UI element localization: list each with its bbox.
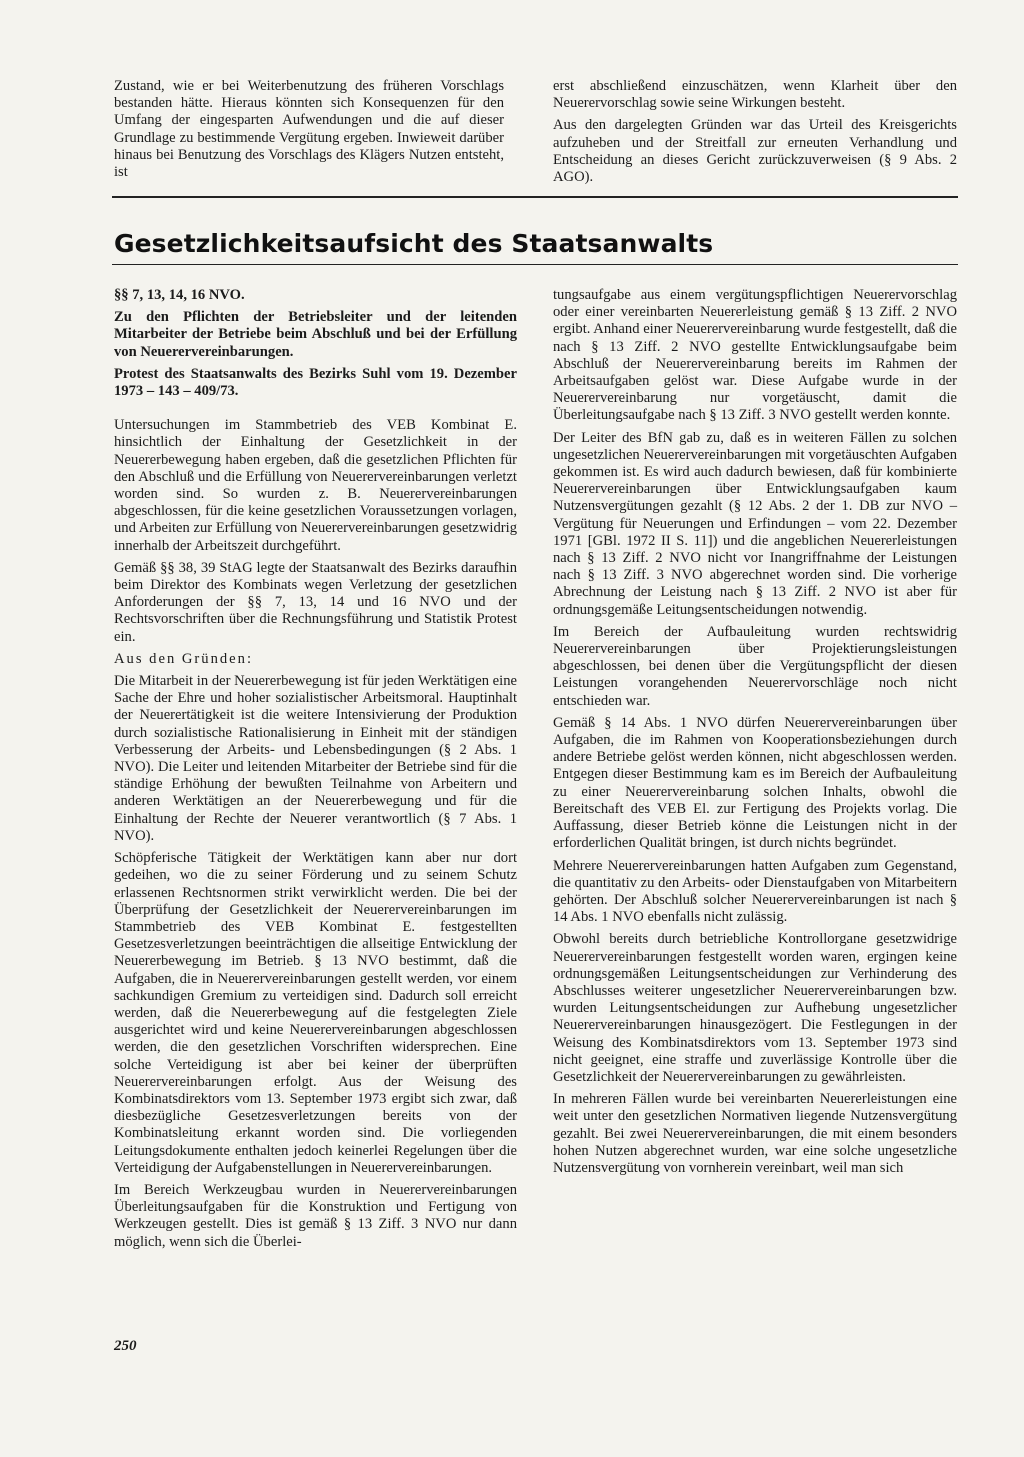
source: Protest des Staatsanwalts des Bezirks Suhl vom 19. Dezember 1973 – 143 – 409/73. [114,365,517,400]
reasons-heading: Aus den Gründen: [114,650,254,667]
paragraph: Mehrere Neuerervereinbarungen hatten Aufgaben zum Gegenstand, die quantitativ zu den Arbeits- oder Dienstaufgaben von Mitarbeitern gehörten. Der Abschluß solcher Neuerervereinbarungen ist nach § 14 Abs. 1 NVO ebenfalls nicht zulässig. [553,857,957,926]
page-number: 250 [114,1338,137,1354]
top-rule [112,196,958,198]
paragraph: Gemäß §§ 38, 39 StAG legte der Staatsanwalt des Bezirks daraufhin beim Direktor des Kombinats wegen Verletzung der gesetzlichen Anforderungen der §§ 7, 13, 14 und 16 NVO und der Rechtsvorschriften über die Rechnungsführung und Statistik Protest ein. [114,559,517,645]
paragraph: Im Bereich der Aufbauleitung wurden rechtswidrig Neuerervereinbarungen über Projektierungsleistungen abgeschlossen, bei denen über die Vergütungspflicht der diesen Leistungen vorangehenden Neuerervorschläge noch nicht entschieden war. [553,623,957,709]
paragraph: tungsaufgabe aus einem vergütungspflichtigen Neuerervorschlag oder einer vereinbarten Neuererleistung gemäß § 13 Ziff. 2 NVO ergibt. Anhand einer Neuerervereinbarung wurde festgestellt, daß die nach § 13 Ziff. 2 NVO gestellte Entwicklungsaufgabe beim Abschluß der Neuerervereinbarung bereits im Rahmen der Arbeitsaufgaben gelöst war. Diese Aufgabe wurde in der Neuerervereinbarung nur vorgetäuscht, damit die Überleitungsaufgabe nach § 13 Ziff. 3 NVO gestellt werden konnte. [553,287,957,424]
paragraph: Aus den dargelegten Gründen war das Urteil des Kreisgerichts aufzuheben und der Streitfall zur erneuten Verhandlung und Entscheidung an dieses Gericht zurückzuverweisen (§ 9 Abs. 2 AGO). [553,117,957,186]
paragraph: Schöpferische Tätigkeit der Werktätigen kann aber nur dort gedeihen, wo die zu seiner Förderung und zu seinem Schutz erlassenen Rechtsnormen strikt verwirklicht werden. Die bei der Überprüfung der Gesetzlichkeit der Neuerervereinbarungen im Stammbetrieb des VEB Kombinat E. festgestellten Gesetzesverletzungen beeinträchtigen die allseitige Entwicklung der Neuererbewegung im Betrieb. § 13 NVO bestimmt, daß die Aufgaben, die in Neuerervereinbarungen gestellt werden, vor einem sachkundigen Gremium zu verteidigen sind. Dadurch soll erreicht werden, daß die Neuererbewegung auf die festgelegten Ziele ausgerichtet wird und keine Neuerervereinbarungen abgeschlossen werden, die den gesetzlichen Vorschriften widersprechen. Eine solche Verteidigung ist aber bei keiner der überprüften Neuerervereinbarungen erfolgt. Aus der Weisung des Kombinatsdirektors vom 13. September 1973 ergibt sich zwar, daß diesbezügliche Gesetzesverletzungen bereits von der Kombinatsleitung erkannt worden sind. Die vorliegenden Leitungsdokumente enthalten jedoch keinerlei Regelungen über die Verteidigung der Aufgabenstellungen in Neuerervereinbarungen. [114,850,517,1176]
paragraph: In mehreren Fällen wurde bei vereinbarten Neuererleistungen eine weit unter den gesetzlichen Normativen liegende Nutzensvergütung gezahlt. Bei zwei Neuerervereinbarungen, die mit einem besonders hohen Nutzen abgerechnet wurden, war eine solche ungesetzliche Nutzensvergütung von vornherein vereinbart, weil man sich [553,1091,957,1176]
headnote: Zu den Pflichten der Betriebsleiter und der leitenden Mitarbeiter der Betriebe beim Abschluß und bei der Erfüllung von Neuerervereinbarungen. [114,309,517,360]
paragraph: Zustand, wie er bei Weiterbenutzung des früheren Vorschlags bestanden hätte. Hieraus könnten sich Konsequenzen für den Umfang der eingesparten Aufwendungen und die auf dieser Grundlage zu bestimmende Vergütung ergeben. Inwieweit darüber hinaus bei Benutzung des Vorschlags des Klägers Nutzen entsteht, ist [114,78,504,181]
paragraph: erst abschließend einzuschätzen, wenn Klarheit über den Neuerervorschlag sowie seine Wirkungen besteht. [553,78,957,112]
top-left-column [114,78,504,186]
left-column [114,287,517,1256]
section-title: Gesetzlichkeitsaufsicht des Staatsanwalts [114,229,714,258]
top-right-column [553,78,957,191]
spacer [114,405,517,417]
paragraph: Obwohl bereits durch betriebliche Kontrollorgane gesetzwidrige Neuerervereinbarungen festgestellt worden waren, ergingen keine ordnungsgemäßen Leitungsentscheidungen zur Verhinderung des Abschlusses weiterer ungesetzlicher Neuerervereinbarungen bzw. wurden Leitungsentscheidungen zur Aufhebung ungesetzlicher Neuerervereinbarungen hinausgezögert. Die Festlegungen in der Weisung des Kombinatsdirektors vom 13. September 1973 sind nicht geeignet, eine straffe und zuverlässige Kontrolle über die Gesetzlichkeit der Neuerervereinbarungen zu gewährleisten. [553,931,957,1085]
bottom-rule [112,264,958,265]
paragraph: Gemäß § 14 Abs. 1 NVO dürfen Neuerervereinbarungen über Aufgaben, die im Rahmen von Kooperationsbeziehungen durch andere Betriebe gelöst werden können, nicht abgeschlossen werden. Entgegen dieser Bestimmung kam es im Bereich der Aufbauleitung zu einer Neuerervereinbarung solchen Inhalts, obwohl die Bereitschaft des VEB El. zur Fertigung des Projekts vorlag. Die Auffassung, dieser Betrieb könne die Leistungen nicht in der erforderlichen Qualität bringen, ist durch nichts begründet. [553,714,957,852]
paragraph: Untersuchungen im Stammbetrieb des VEB Kombinat E. hinsichtlich der Einhaltung der Gesetzlichkeit in der Neuererbewegung haben ergeben, daß die gesetzlichen Pflichten für den Abschluß und die Erfüllung von Neuerervereinbarungen verletzt worden sind. So wurden z. B. Neuerervereinbarungen abgeschlossen, für die keine gesetzlichen Voraussetzungen vorlagen, und Arbeiten zur Erfüllung von Neuerervereinbarungen gesetzwidrig innerhalb der Arbeitszeit durchgeführt. [114,417,517,554]
paragraph: Der Leiter des BfN gab zu, daß es in weiteren Fällen zu solchen ungesetzlichen Neuerervereinbarungen mit vorgetäuschten Aufgaben gekommen ist. Es wird auch dadurch bewiesen, daß für kombinierte Neuerervereinbarungen über Entwicklungsaufgaben kaum Nutzensvergütungen gezahlt (§ 12 Abs. 2 der 1. DB zur NVO – Vergütung für Neuerungen und Erfindungen – vom 22. Dezember 1971 [GBl. 1972 II S. 11]) und die angeblichen Neuererleistungen nach § 13 Ziff. 2 NVO nicht vor Inangriffnahme der Leistungen nach § 13 Ziff. 3 NVO abgerechnet worden sind. Die vorherige Abrechnung der Leistung nach § 13 Ziff. 2 NVO ist aber für ordnungsgemäße Leitungsentscheidungen notwendig. [553,429,957,618]
right-column [553,287,957,1182]
paragraph: Die Mitarbeit in der Neuererbewegung ist für jeden Werktätigen eine Sache der Ehre und hoher sozialistischer Arbeitsmoral. Hauptinhalt der Neuerertätigkeit ist die weitere Intensivierung der Produktion durch sozialistische Rationalisierung in Einheit mit der ständigen Verbesserung der Arbeits- und Lebensbedingungen (§ 2 Abs. 1 NVO). Die Leiter und leitenden Mitarbeiter der Betriebe sind für die ständige Erhöhung der bewußten Teilnahme von Arbeitern und anderen Werktätigen an der Neuererbewegung und für die Einhaltung der Rechte der Neuerer verantwortlich (§ 7 Abs. 1 NVO). [114,673,517,844]
citation: §§ 7, 13, 14, 16 NVO. [114,287,245,303]
paragraph: Im Bereich Werkzeugbau wurden in Neuerervereinbarungen Überleitungsaufgaben für die Konstruktion und Fertigung von Werkzeugen gestellt. Dies ist gemäß § 13 Ziff. 3 NVO nur dann möglich, wenn sich die Überlei- [114,1181,517,1250]
